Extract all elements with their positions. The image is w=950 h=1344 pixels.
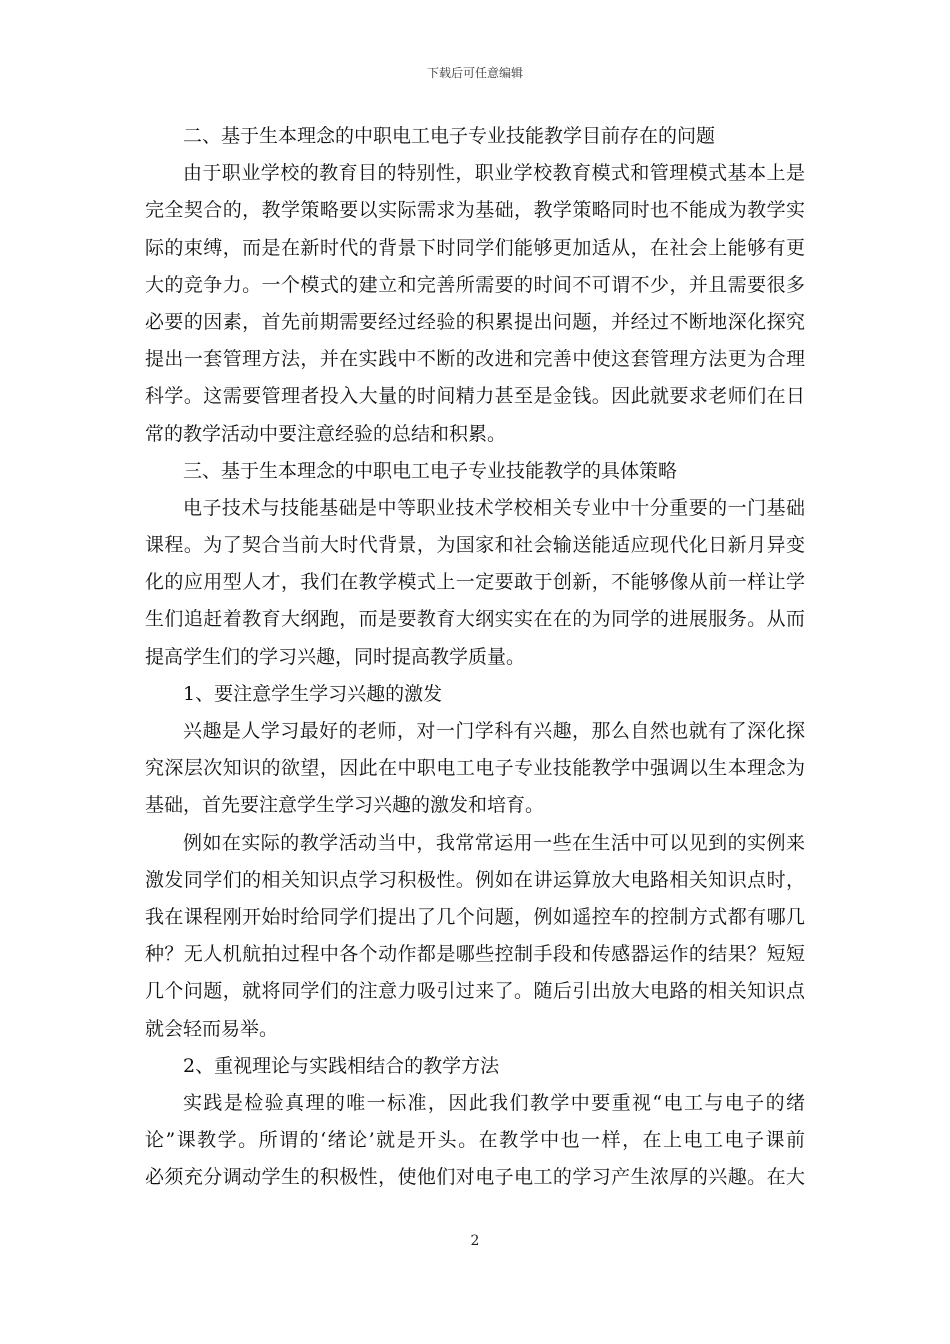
- page-header: 下载后可任意编辑: [426, 66, 523, 80]
- paragraph-line: 提出一套管理方法，并在实践中不断的改进和完善中使这套管理方法更为合理: [145, 348, 805, 371]
- paragraph-line: 化的应用型人才，我们在教学模式上一定要敢于创新，不能够像从前一样让学: [145, 571, 805, 594]
- paragraph-line: 完全契合的，教学策略要以实际需求为基础，教学策略同时也不能成为教学实: [145, 199, 805, 222]
- paragraph-line: 兴趣是人学习最好的老师，对一门学科有兴趣，那么自然也就有了深化探: [183, 720, 805, 742]
- paragraph-line: 提高学生们的学习兴趣，同时提高教学质量。: [145, 645, 526, 668]
- paragraph-line: 就会轻而易举。: [145, 1017, 279, 1040]
- paragraph-line: 例如在实际的教学活动当中，我常常运用一些在生活中可以见到的实例来: [183, 831, 805, 854]
- paragraph-line: 究深层次知识的欲望，因此在中职电工电子专业技能教学中强调以生本理念为: [145, 757, 805, 780]
- section-heading: 1、要注意学生学习兴趣的激发: [183, 682, 443, 705]
- paragraph-line: 我在课程刚开始时给同学们提出了几个问题，例如遥控车的控制方式都有哪几: [145, 905, 805, 928]
- paragraph-line: 常的教学活动中要注意经验的总结和积累。: [145, 422, 507, 445]
- paragraph-line: 由于职业学校的教育目的特别性，职业学校教育模式和管理模式基本上是: [183, 162, 805, 185]
- section-heading: 2、重视理论与实践相结合的教学方法: [183, 1054, 500, 1077]
- paragraph-line: 必须充分调动学生的积极性，使他们对电子电工的学习产生浓厚的兴趣。在大: [145, 1166, 805, 1189]
- paragraph-line: 生们追赶着教育大纲跑，而是要教育大纲实实在在的为同学的进展服务。从而: [145, 608, 805, 631]
- paragraph-line: 几个问题，就将同学们的注意力吸引过来了。随后引出放大电路的相关知识点: [145, 980, 805, 1003]
- document-body: [145, 118, 805, 1196]
- paragraph-line: 际的束缚，而是在新时代的背景下时同学们能够更加适从，在社会上能够有更: [145, 236, 805, 259]
- paragraph-line: 种？无人机航拍过程中各个动作都是哪些控制手段和传感器运作的结果？短短: [145, 943, 805, 966]
- paragraph-line: 科学。这需要管理者投入大量的时间精力甚至是金钱。因此就要求老师们在日: [145, 385, 805, 408]
- paragraph-line: 大的竞争力。一个模式的建立和完善所需要的时间不可谓不少，并且需要很多: [145, 273, 805, 296]
- paragraph-line: 基础，首先要注意学生学习兴趣的激发和培育。: [145, 794, 545, 817]
- section-heading: 三、基于生本理念的中职电工电子专业技能教学的具体策略: [183, 459, 678, 482]
- paragraph-line: 电子技术与技能基础是中等职业技术学校相关专业中十分重要的一门基础: [183, 496, 805, 519]
- paragraph-line: 实践是检验真理的唯一标准，因此我们教学中要重视“电工与电子的绪: [183, 1091, 805, 1114]
- paragraph-line: 课程。为了契合当前大时代背景，为国家和社会输送能适应现代化日新月异变: [145, 534, 805, 557]
- paragraph-line: 激发同学们的相关知识点学习积极性。例如在讲运算放大电路相关知识点时，: [145, 868, 805, 891]
- section-heading: 二、基于生本理念的中职电工电子专业技能教学目前存在的问题: [183, 125, 716, 147]
- paragraph-line: 论”课教学。所谓的‘绪论’就是开头。在教学中也一样，在上电工电子课前: [145, 1129, 805, 1152]
- page-number: 2: [470, 1233, 480, 1249]
- paragraph-line: 必要的因素，首先前期需要经过经验的积累提出问题，并经过不断地深化探究: [145, 310, 805, 333]
